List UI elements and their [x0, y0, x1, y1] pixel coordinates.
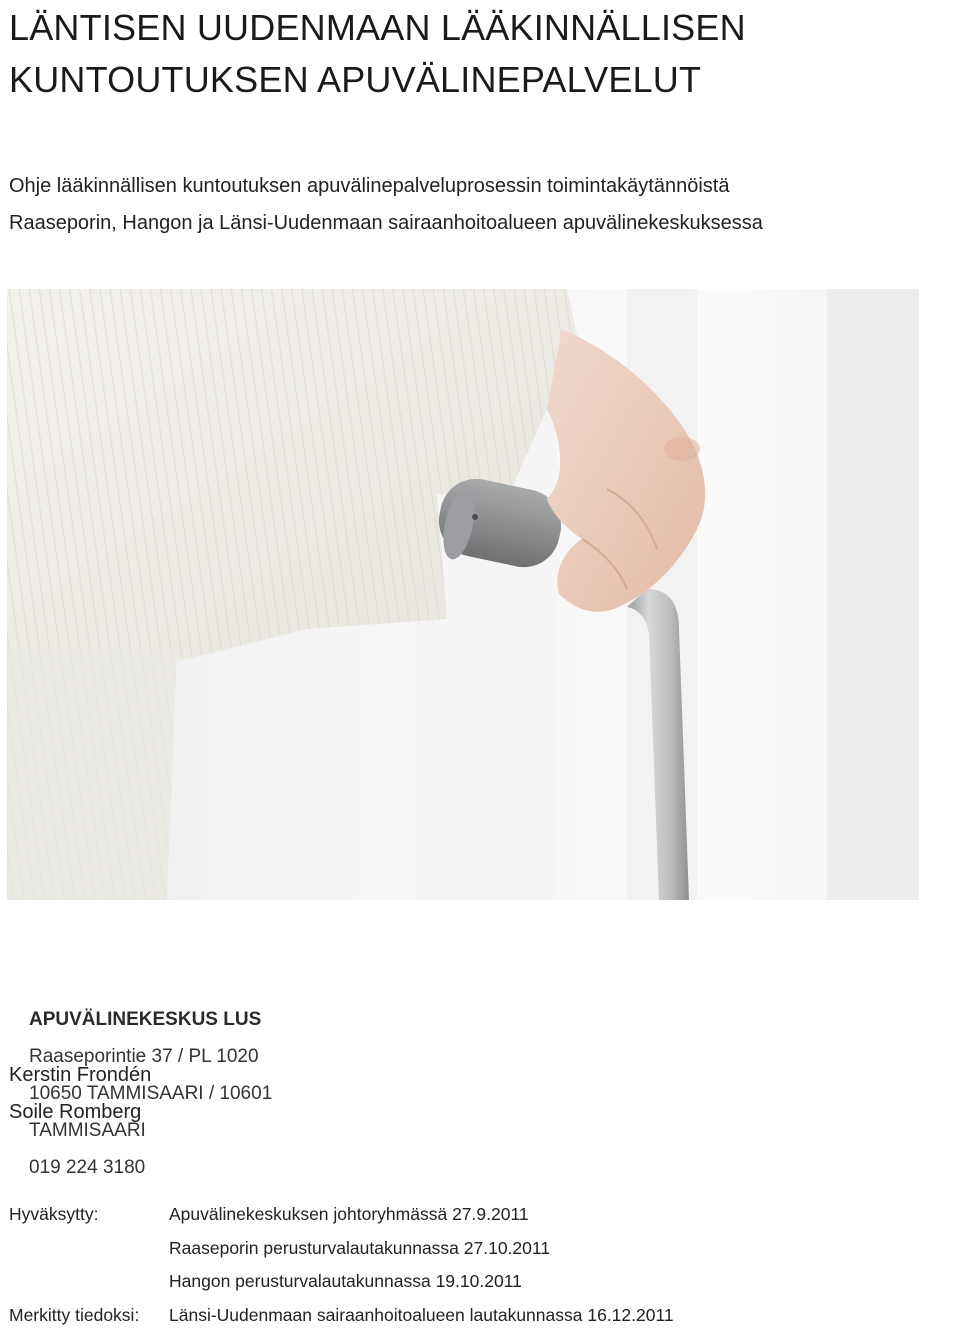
approval-item: Hangon perusturvalautakunnassa 19.10.2011 — [169, 1265, 522, 1299]
postal-address: 10650 TAMMISAARI / 10601 — [29, 1075, 272, 1112]
author-name: Soile Romberg — [9, 1094, 151, 1131]
noted-row — [9, 1299, 949, 1332]
subtitle-line-1: Ohje lääkinnällisen kuntoutuksen apuvälinepalveluprosessin toimintakäytännöistä — [9, 168, 763, 205]
noted-item: Länsi-Uudenmaan sairaanhoitoalueen lautakunnassa 16.12.2011 — [169, 1299, 674, 1332]
approval-item: Apuvälinekeskuksen johtoryhmässä 27.9.2011 — [169, 1198, 529, 1232]
document-subtitle — [9, 168, 763, 242]
approval-row — [9, 1265, 949, 1299]
title-line-1: LÄNTISEN UUDENMAAN LÄÄKINNÄLLISEN — [9, 2, 746, 54]
title-line-2: KUNTOUTUKSEN APUVÄLINEPALVELUT — [9, 54, 746, 106]
approved-label: Hyväksytty: — [9, 1198, 98, 1232]
phone-number: 019 224 3180 — [29, 1149, 272, 1186]
authors — [9, 1057, 151, 1131]
approval-row — [9, 1232, 949, 1266]
approval-item: Raaseporin perusturvalautakunnassa 27.10.2011 — [169, 1232, 550, 1266]
organization-name: APUVÄLINEKESKUS LUS — [29, 1001, 272, 1038]
subtitle-line-2: Raaseporin, Hangon ja Länsi-Uudenmaan sairaanhoitoalueen apuvälinekeskuksessa — [9, 205, 763, 242]
cover-photo-walking-aid — [7, 289, 919, 900]
approval-row — [9, 1198, 949, 1232]
street-address: Raaseporintie 37 / PL 1020 — [29, 1038, 272, 1075]
noted-label: Merkitty tiedoksi: — [9, 1299, 139, 1332]
city: TAMMISAARI — [29, 1112, 272, 1149]
author-name: Kerstin Frondén — [9, 1057, 151, 1094]
document-title — [9, 2, 746, 106]
cover-illustration — [7, 289, 919, 900]
approval-section — [9, 1198, 949, 1332]
